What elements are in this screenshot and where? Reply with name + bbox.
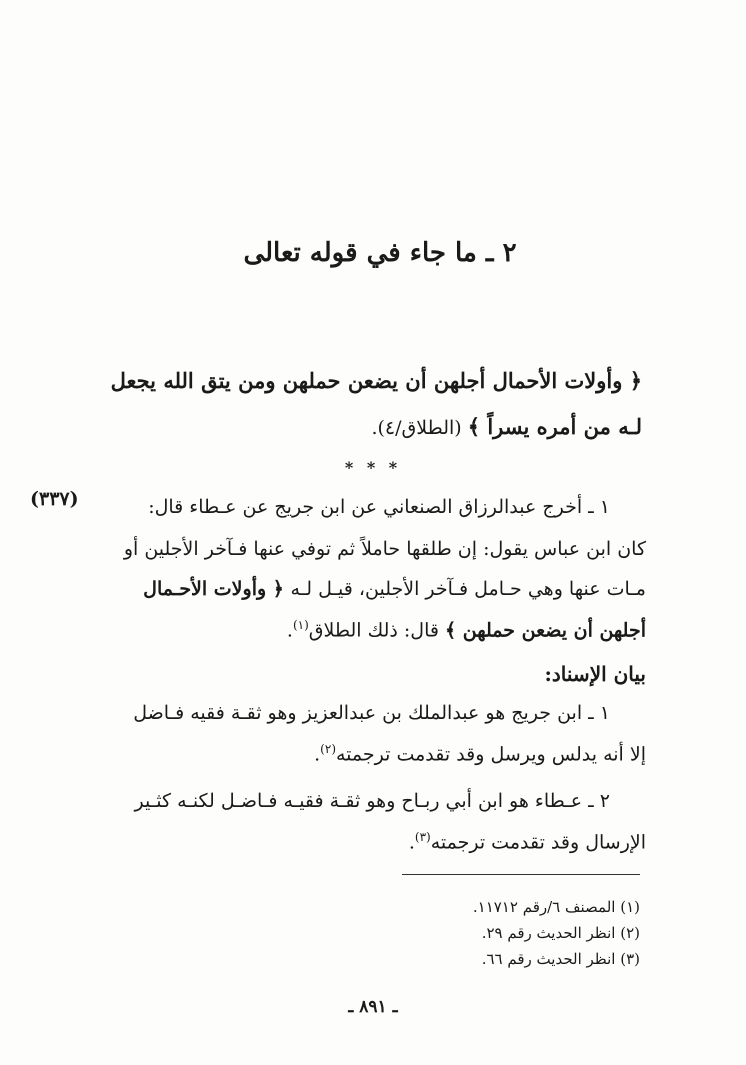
isnad-item-2-text: الإرسال وقد تقدمت ترجمته	[430, 831, 646, 854]
isnad-heading: بيان الإسناد:	[544, 662, 646, 686]
isnad-item-1-line-1: ١ ـ ابن جريج هو عبدالملك بن عبدالعزيز وهو ثقـة فقيه فـاضل	[133, 702, 610, 724]
verse-reference: (الطلاق/٤).	[371, 417, 468, 439]
hadith-line-2: كان ابن عباس يقول: إن طلقها حاملاً ثم توفي عنها فـآخر الأجلين أو	[123, 538, 646, 560]
isnad-item-2-end: .	[408, 831, 415, 854]
hadith-line-4-end: .	[286, 619, 293, 642]
separator-stars: * * *	[344, 458, 402, 477]
isnad-item-1-line-2	[314, 742, 646, 765]
hadith-line-4-verse: أجلهن أن يضعن حملهن ﴾	[445, 619, 646, 642]
hadith-line-3-verse: ﴿ وأولات الأحـمال	[143, 578, 291, 600]
hadith-line-4	[287, 618, 646, 641]
hadith-line-4-text: قال: ذلك الطلاق	[308, 619, 445, 642]
verse-line-1: ﴿ وأولات الأحمال أجلهن أن يضعن حملهن ومن يتق الله يجعل	[110, 368, 642, 393]
hadith-line-1: ١ ـ أخرج عبدالرزاق الصنعاني عن ابن جريج عن عـطاء قال:	[148, 496, 610, 518]
hadith-line-3	[143, 578, 646, 600]
footnote-2: (٢) انظر الحديث رقم ٢٩.	[481, 924, 640, 942]
page-number: ـ ٨٩١ ـ	[348, 997, 398, 1017]
verse-line-2-text: لـه من أمره يسراً ﴾	[467, 414, 642, 439]
isnad-item-1-end: .	[314, 743, 321, 766]
footnote-divider	[402, 874, 640, 875]
footnote-ref-2: (٢)	[320, 742, 336, 756]
footnote-1: (١) المصنف ٦/رقم ١١٧١٢.	[472, 898, 640, 916]
footnote-ref-3: (٣)	[414, 830, 431, 844]
footnote-3: (٣) انظر الحديث رقم ٦٦.	[481, 950, 640, 968]
footnote-ref-1: (١)	[292, 618, 309, 632]
chapter-title: ٢ ـ ما جاء في قوله تعالى	[243, 238, 517, 268]
isnad-item-2-line-1: ٢ ـ عـطاء هو ابن أبي ربـاح وهو ثقـة فقيـه فـاضـل لكنـه كثـير	[134, 790, 610, 812]
isnad-item-1-text: إلا أنه يدلس ويرسل وقد تقدمت ترجمته	[336, 743, 646, 766]
hadith-line-3-text: مـات عنها وهي حـامل فـآخر الأجلين، قيـل لـه	[290, 578, 646, 600]
isnad-item-2-line-2	[409, 830, 646, 853]
verse-line-2	[371, 414, 642, 439]
hadith-number: (٣٣٧)	[30, 488, 79, 510]
